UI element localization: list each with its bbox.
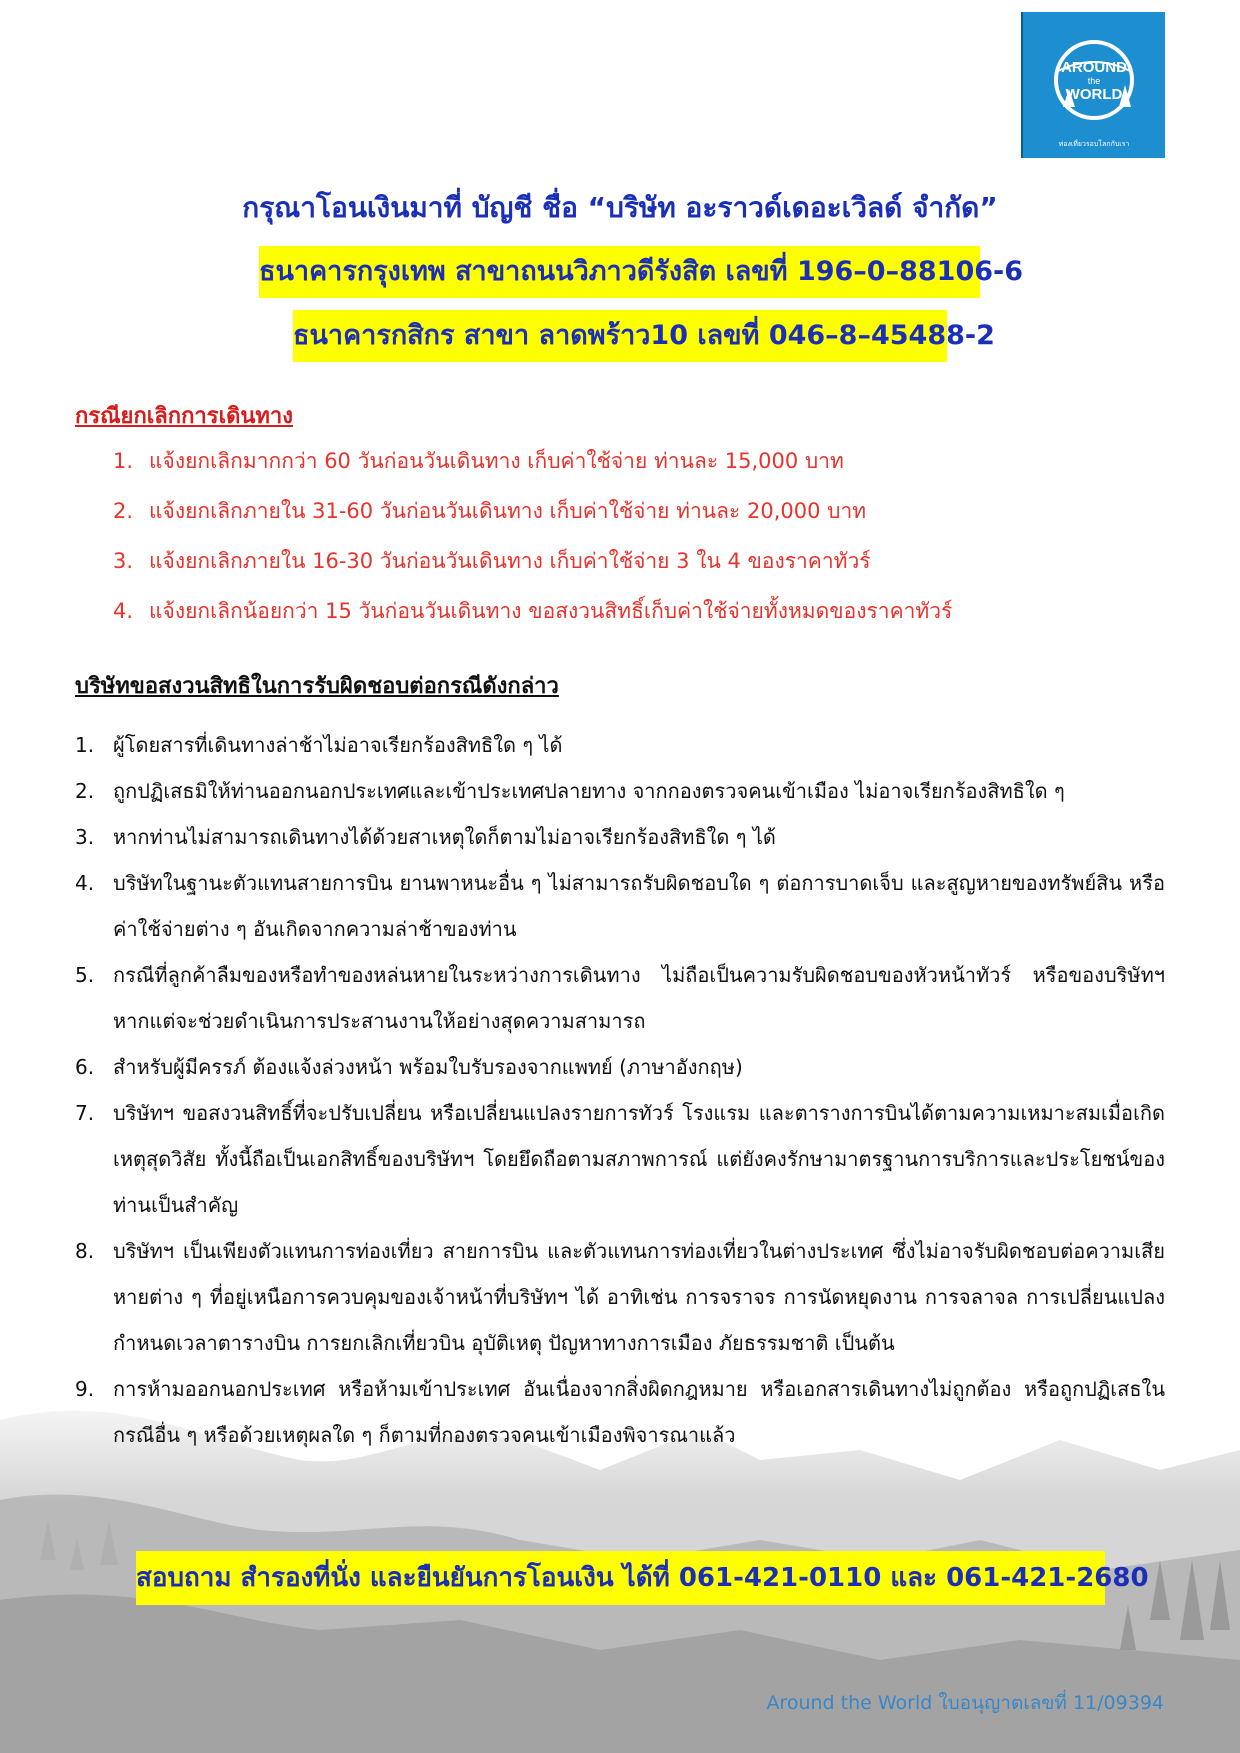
cancellation-list <box>113 446 952 646</box>
item-text: กรณีที่ลูกค้าลืมของหรือทำของหล่นหายในระหว่างการเดินทาง ไม่ถือเป็นความรับผิดชอบของหัวหน้าทัวร์ หรือของบริษัทฯ หากแต่จะช่วยดำเนินการประสานงานให้อย่างสุดความสามารถ <box>113 963 1165 1033</box>
list-item <box>113 496 952 546</box>
bank-account-bangkok: ธนาคารกรุงเทพ สาขาถนนวิภาวดีรังสิต เลขที่ 196–0–88106-6 <box>259 246 980 298</box>
item-number: 1. <box>75 733 95 757</box>
list-item <box>113 546 952 596</box>
list-item <box>113 596 952 646</box>
item-text: ผู้โดยสารที่เดินทางล่าช้าไม่อาจเรียกร้องสิทธิใด ๆ ได้ <box>113 733 563 757</box>
item-text: หากท่านไม่สามารถเดินทางได้ด้วยสาเหตุใดก็ตามไม่อาจเรียกร้องสิทธิใด ๆ ได้ <box>113 825 776 849</box>
item-text: บริษัทฯ ขอสงวนสิทธิ์ที่จะปรับเปลี่ยน หรือเปลี่ยนแปลงรายการทัวร์ โรงแรม และตารางการบินได้ตามความเหมาะสมเมื่อเกิดเหตุสุดวิสัย ทั้งนี้ถือเป็นเอกสิทธิ์ของบริษัทฯ โดยยึดถือตามสภาพการณ์ แต่ยังคงรักษามาตรฐานการบริการและประโยชน์ของท่านเป็นสำคัญ <box>113 1101 1165 1217</box>
list-item <box>75 860 1165 952</box>
item-number: 7. <box>75 1101 95 1125</box>
list-item <box>75 1366 1165 1458</box>
item-text: การห้ามออกนอกประเทศ หรือห้ามเข้าประเทศ อันเนื่องจากสิ่งผิดกฎหมาย หรือเอกสารเดินทางไม่ถูกต้อง หรือถูกปฏิเสธในกรณีอื่น ๆ หรือด้วยเหตุผลใด ๆ ก็ตามที่กองตรวจคนเข้าเมืองพิจารณาแล้ว <box>113 1377 1165 1447</box>
cancellation-heading: กรณียกเลิกการเดินทาง <box>75 404 294 429</box>
license-footer: Around the World ใบอนุญาตเลขที่ 11/09394 <box>766 1692 1164 1714</box>
list-item <box>75 814 1165 860</box>
item-number: 2. <box>113 499 134 523</box>
logo-line3: WORLD <box>1065 86 1123 103</box>
item-text: แจ้งยกเลิกภายใน 31-60 วันก่อนวันเดินทาง เก็บค่าใช้จ่าย ท่านละ 20,000 บาท <box>149 499 867 523</box>
list-item <box>113 446 952 496</box>
item-number: 1. <box>113 449 134 473</box>
item-number: 2. <box>75 779 95 803</box>
item-number: 3. <box>75 825 95 849</box>
list-item <box>75 1228 1165 1366</box>
list-item <box>75 1090 1165 1228</box>
item-text: แจ้งยกเลิกน้อยกว่า 15 วันก่อนวันเดินทาง ขอสงวนสิทธิ์เก็บค่าใช้จ่ายทั้งหมดของราคาทัวร์ <box>149 599 953 623</box>
list-item <box>75 952 1165 1044</box>
item-number: 4. <box>75 871 95 895</box>
item-text: ถูกปฏิเสธมิให้ท่านออกนอกประเทศและเข้าประเทศปลายทาง จากกองตรวจคนเข้าเมือง ไม่อาจเรียกร้องสิทธิใด ๆ <box>113 779 1065 803</box>
item-text: แจ้งยกเลิกมากกว่า 60 วันก่อนวันเดินทาง เก็บค่าใช้จ่าย ท่านละ 15,000 บาท <box>149 449 844 473</box>
item-number: 8. <box>75 1239 95 1263</box>
item-text: บริษัทในฐานะตัวแทนสายการบิน ยานพาหนะอื่น ๆ ไม่สามารถรับผิดชอบใด ๆ ต่อการบาดเจ็บ และสูญหายของทรัพย์สิน หรือค่าใช้จ่ายต่าง ๆ อันเกิดจากความล่าช้าของท่าน <box>113 871 1165 941</box>
bank-account-kasikorn: ธนาคารกสิกร สาขา ลาดพร้าว10 เลขที่ 046–8–45488-2 <box>293 310 947 362</box>
logo-line1: AROUND <box>1061 59 1127 76</box>
item-number: 9. <box>75 1377 95 1401</box>
item-number: 6. <box>75 1055 95 1079</box>
terms-heading: บริษัทขอสงวนสิทธิในการรับผิดชอบต่อกรณีดังกล่าว <box>75 674 559 699</box>
item-text: สำหรับผู้มีครรภ์ ต้องแจ้งล่วงหน้า พร้อมใบรับรองจากแพทย์ (ภาษาอังกฤษ) <box>113 1055 743 1079</box>
list-item <box>75 722 1165 768</box>
item-number: 3. <box>113 549 134 573</box>
list-item <box>75 768 1165 814</box>
item-text: บริษัทฯ เป็นเพียงตัวแทนการท่องเที่ยว สายการบิน และตัวแทนการท่องเที่ยวในต่างประเทศ ซึ่งไม่อาจรับผิดชอบต่อความเสียหายต่าง ๆ ที่อยู่เหนือการควบคุมของเจ้าหน้าที่บริษัทฯ ได้ อาทิเช่น การจราจร การนัดหยุดงาน การจลาจล การเปลี่ยนแปลงกำหนดเวลาตารางบิน การยกเลิกเที่ยวบิน อุบัติเหตุ ปัญหาทางการเมือง ภัยธรรมชาติ เป็นต้น <box>113 1239 1165 1355</box>
company-logo <box>1021 12 1165 158</box>
logo-tagline: ท่องเที่ยวรอบโลกกับเรา <box>1058 140 1130 148</box>
item-number: 5. <box>75 963 95 987</box>
payment-title: กรุณาโอนเงินมาที่ บัญชี ชื่อ “บริษัท อะราวด์เดอะเวิลด์ จำกัด” <box>242 191 998 224</box>
logo-line2: the <box>1087 76 1101 86</box>
item-text: แจ้งยกเลิกภายใน 16-30 วันก่อนวันเดินทาง เก็บค่าใช้จ่าย 3 ใน 4 ของราคาทัวร์ <box>149 549 871 573</box>
contact-phone-banner: สอบถาม สำรองที่นั่ง และยืนยันการโอนเงิน ได้ที่ 061-421-0110 และ 061-421-2680 <box>136 1551 1105 1605</box>
terms-list <box>75 722 1165 1458</box>
item-number: 4. <box>113 599 134 623</box>
list-item <box>75 1044 1165 1090</box>
